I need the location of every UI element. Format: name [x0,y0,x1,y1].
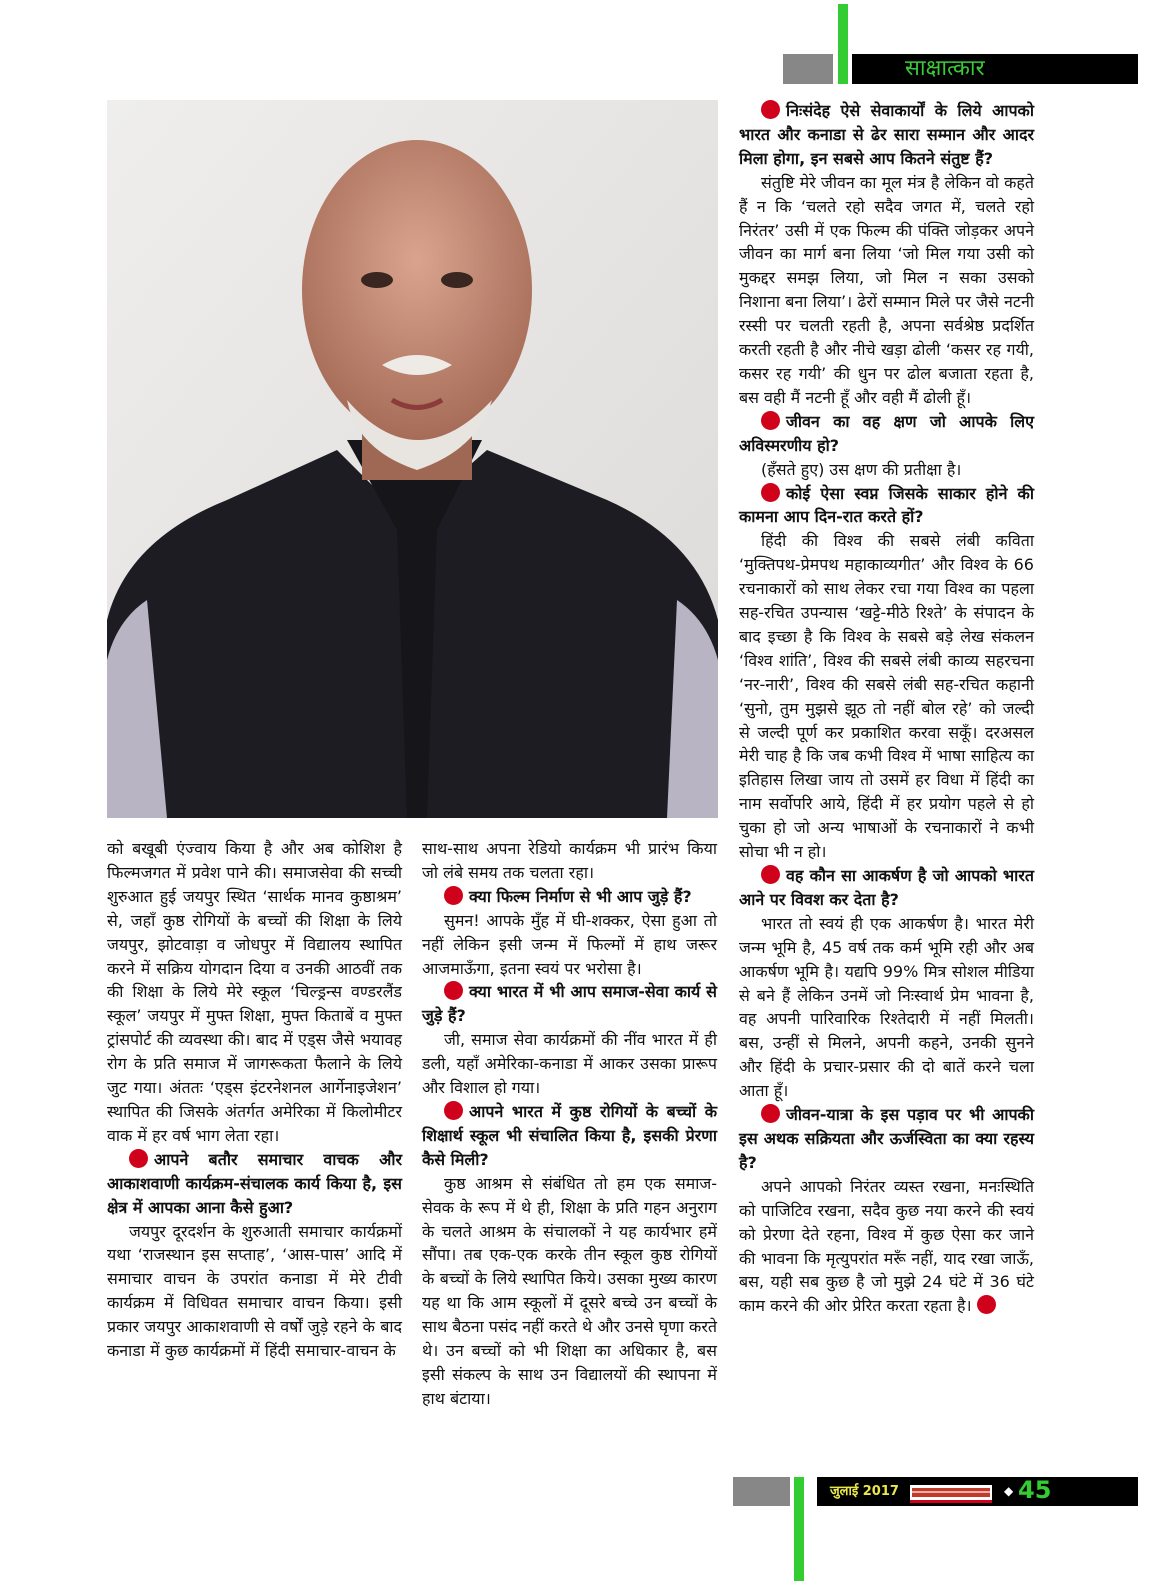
section-band [852,54,1138,84]
red-bullet-icon [761,100,780,119]
answer-text: भारत तो स्वयं ही एक आकर्षण है। भारत मेरी जन्म भूमि है, 45 वर्ष तक कर्म भूमि रही और अब आकर्षण भूमि है। यद्यपि 99% मित्र सोशल मीडिया से बने हैं लेकिन उनमें जो निःस्वार्थ प्रेम भावना है, वह अपनी पारिवारिक रिश्तेदारी में नहीं मिलती। बस, उन्हीं से मिलने, अपनी कहने, उनकी सुनने और हिंदी के प्रचार-प्रसार की दो बातें करने चला आता हूँ। [739,913,1034,1101]
red-bullet-icon [444,1101,463,1120]
question-heading [422,1100,717,1172]
red-bullet-icon [129,1149,148,1168]
question-text: निःसंदेह ऐसे सेवाकार्यों के लिये आपको भारत और कनाडा से ढेर सारा सम्मान और आदर मिला होगा, इन सबसे आप कितने संतुष्ट हैं? [739,101,1034,168]
final-answer-text: अपने आपको निरंतर व्यस्त रखना, मनःस्थिति को पाजिटिव रखना, सदैव कुछ नया करने की स्वयं को प्रेरणा देते रहना, विश्व में कुछ ऐसा कर जाने की भावना कि मृत्युपरांत मरूँ नहीं, याद रखा जाऊँ, बस, यही सब कुछ है जो मुझे 24 घंटे में 36 घंटे काम करने की ओर प्रेरित करता रहता है। [739,1176,1034,1316]
answer-text: जयपुर दूरदर्शन के शुरुआती समाचार कार्यक्रमों यथा ‘राजस्थान इस सप्ताह’, ‘आस-पास’ आदि में समाचार वाचन के उपरांत कनाडा में मेरे टीवी कार्यक्रम में विधिवत समाचार वाचन किया। इसी प्रकार जयपुर आकाशवाणी से वर्षों जुड़े रहने के बाद कनाडा में कुछ कार्यक्रमों में हिंदी समाचार-वाचन के [107,1221,402,1361]
page-number: 45 [1018,1476,1052,1504]
question-heading [739,482,1034,530]
red-bullet-icon [444,886,463,905]
answer-text [739,1175,1034,1318]
question-text: जीवन का वह क्षण जो आपके लिए अविस्मरणीय हो? [739,411,1034,455]
answer-text: को बखूबी एंज्वाय किया है और अब कोशिश है फिल्मजगत में प्रवेश पाने की। समाजसेवा की सच्ची शुरुआत हुई जयपुर स्थित ‘सार्थक मानव कुष्ठाश्रम’ से, जहाँ कुष्ठ रोगियों के बच्चों की शिक्षा के लिये जयपुर, झोटवाड़ा व जोधपुर में विद्यालय स्थापित करने में सक्रिय योगदान दिया व उनकी आठवीं तक की शिक्षा के लिये मेरे स्कूल ‘चिल्ड्रन्स वण्डरलैंड स्कूल’ जयपुर में मुफ्त शिक्षा, मुफ्त किताबें व मुफ्त ट्रांसपोर्ट की व्यवस्था की। बाद में एड्स जैसे भयावह रोग के प्रति समाज में जागरूकता फैलाने के लिये जुट गया। अंततः ‘एड्स इंटरनेशनल आर्गेनाइजेशन’ स्थापित की जिसके अंतर्गत अमेरिका में किलोमीटर वाक में हर वर्ष भाग लेता रहा। [107,839,402,1145]
question-text: आपने बतौर समाचार वाचक और आकाशवाणी कार्यक्रम-संचालक कार्य किया है, इस क्षेत्र में आपका आना कैसे हुआ? [107,1149,402,1217]
answer-text: साथ-साथ अपना रेडियो कार्यक्रम भी प्रारंभ किया जो लंबे समय तक चलता रहा। [422,839,717,882]
question-text: वह कौन सा आकर्षण है जो आपको भारत आने पर विवश कर देता है? [739,866,1034,909]
question-heading [739,1103,1034,1175]
answer-text: हिंदी की विश्व की सबसे लंबी कविता ‘मुक्तिपथ-प्रेमपथ महाकाव्यगीत’ और विश्व के 66 रचनाकारों को साथ लेकर रचा गया विश्व का पहला सह-रचित उपन्यास ‘खट्टे-मीठे रिश्ते’ के संपादन के बाद इच्छा है कि विश्व के सबसे बड़े लेख संकलन ‘विश्व शांति’, विश्व की सबसे लंबी काव्य सहरचना ‘नर-नारी’, विश्व की सबसे लंबी सह-रचित कहानी ‘सुनो, तुम मुझसे झूठ तो नहीं बोल रहे’ को जल्दी से जल्दी पूर्ण कर प्रकाशित करवा सकूँ। दरअसल मेरी चाह है कि जब कभी विश्व में भाषा साहित्य का इतिहास लिखा जाय तो उसमें हर विधा में हिंदी का नाम सर्वोपरि आये, हिंदी में हर प्रयोग पहले से हो चुका हो जो अन्य भाषाओं के रचनाकारों ने कभी सोचा भी न हो। [739,531,1034,862]
question-text: आपने भारत में कुष्ठ रोगियों के बच्चों के शिक्षार्थ स्कूल भी संचालित किया है, इसकी प्रेरणा कैसे मिली? [422,1101,717,1169]
answer-text: जी, समाज सेवा कार्यक्रमों की नींव भारत में ही डली, यहाँ अमेरिका-कनाडा में आकर उसका प्रारूप और विशाल हो गया। [422,1030,717,1098]
red-bullet-icon [761,411,780,430]
footer-accent-bar-lower [794,1493,804,1581]
question-text: क्या भारत में भी आप समाज-सेवा कार्य से जुड़े हैं? [422,982,717,1026]
interviewee-portrait-photo [107,100,718,818]
end-mark-icon [977,1295,996,1314]
section-title: साक्षात्कार [905,56,985,81]
red-bullet-icon [444,981,463,1000]
article-column-2 [422,837,717,1411]
question-text: कोई ऐसा स्वप्न जिसके साकार होने की कामना आप दिन-रात करते हों? [739,483,1034,527]
footer-separator: ◆ [1004,1484,1014,1498]
red-bullet-icon [761,483,780,502]
question-text: क्या फिल्म निर्माण से भी आप जुड़े हैं? [469,886,692,906]
question-text: जीवन-यात्रा के इस पड़ाव पर भी आपकी इस अथक सक्रियता और ऊर्जस्विता का क्या रहस्य है? [739,1105,1034,1172]
question-heading [739,864,1034,912]
question-heading [422,885,717,909]
question-heading [739,99,1034,171]
red-bullet-icon [761,1104,780,1123]
answer-text: (हँसते हुए) उस क्षण की प्रतीक्षा है। [761,459,962,479]
accent-bar [838,4,848,84]
header-grey-block [783,54,833,84]
magazine-logo [910,1485,992,1503]
question-heading [739,410,1034,458]
question-heading [107,1148,402,1220]
red-bullet-icon [761,865,780,884]
issue-month: जुलाई 2017 [830,1484,899,1499]
answer-text: कुष्ठ आश्रम से संबंधित तो हम एक समाज-सेवक के रूप में थे ही, शिक्षा के प्रति गहन अनुराग के चलते आश्रम के संचालकों ने यह कार्यभार हमें सौंपा। तब एक-एक करके तीन स्कूल कुष्ठ रोगियों के बच्चों के लिये स्थापित किये। उसका मुख्य कारण यह था कि आम स्कूलों में दूसरे बच्चे उन बच्चों के साथ बैठना पसंद नहीं करते थे और उनसे घृणा करते थे। उन बच्चों को भी शिक्षा का अधिकार है, बस इसी संकल्प के साथ उन विद्यालयों की स्थापना में हाथ बंटाया। [422,1173,718,1408]
article-column-3 [739,99,1034,1318]
article-column-1 [107,837,402,1363]
answer-text: सुमन! आपके मुँह में घी-शक्कर, ऐसा हुआ तो नहीं लेकिन इसी जन्म में फिल्मों में हाथ जरूर आजमाऊँगा, इतना स्वयं पर भरोसा है। [422,910,717,978]
question-heading [422,980,717,1028]
footer-grey-block [733,1477,790,1506]
answer-text: संतुष्टि मेरे जीवन का मूल मंत्र है लेकिन वो कहते हैं न कि ‘चलते रहो सदैव जगत में, चलते रहो निरंतर’ उसी में एक फिल्म की पंक्ति जोड़कर अपने जीवन का मार्ग बना लिया ‘जो मिल गया उसी को मुकद्दर समझ लिया, जो मिल न सका उसको निशाना बना लिया’। ढेरों सम्मान मिले पर जैसे नटनी रस्सी पर चलती रहती है, अपना सर्वश्रेष्ठ प्रदर्शित करती रहती है और नीचे खड़ा ढोली ‘कसर रह गयी, कसर रह गयी’ की धुन पर ढोल बजाता रहता है, बस वही मैं नटनी हूँ और वही मैं ढोली हूँ। [739,172,1034,407]
